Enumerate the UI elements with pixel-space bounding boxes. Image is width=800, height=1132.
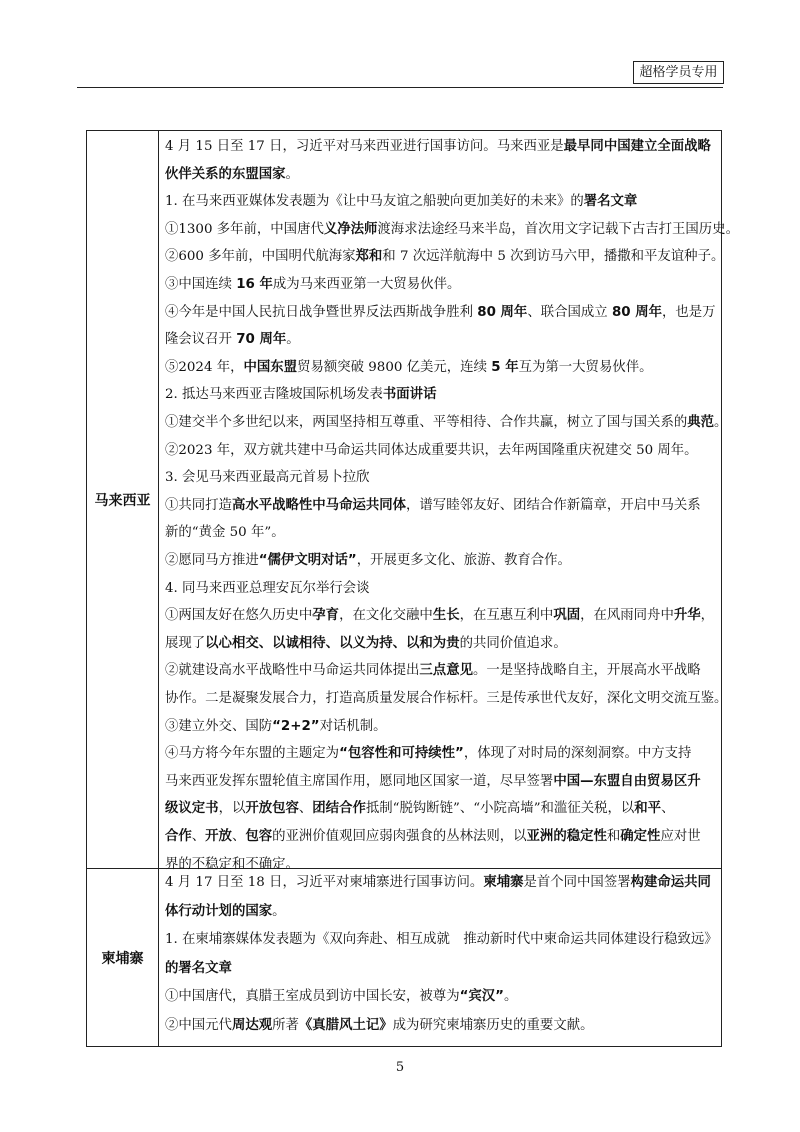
header-rule [77, 87, 723, 88]
bold-text: 亚洲的稳定性 [526, 829, 607, 844]
text-segment: 、 [298, 801, 313, 817]
text-segment: ，开展更多文化、旅游、教育合作。 [356, 553, 571, 568]
text-segment: 。 [503, 989, 518, 1004]
summary-table [86, 130, 739, 1047]
text-segment: 和 7 次远洋航海中 5 次到访马六甲，播撒和平友谊种子。 [382, 249, 725, 265]
table-row-malaysia [87, 131, 739, 872]
text-segment: ， [700, 608, 715, 624]
bold-text: 义净法师 [323, 221, 378, 237]
bold-text: 以心相交、以诚相待、以义为持、以和为贵 [205, 635, 460, 651]
page-number: 5 [395, 1060, 405, 1075]
text-segment: 应对世 [660, 829, 701, 844]
row-label-malaysia: 马来西亚 [87, 131, 159, 868]
bold-text: 《真腊风土记》 [298, 1017, 393, 1033]
text-line [165, 602, 714, 630]
text-segment: ②愿同马方推进 [165, 553, 259, 568]
exclusive-label: 超格学员专用 [633, 61, 724, 84]
text-segment: ③中国连续 [165, 277, 237, 292]
bold-text: 书面讲话 [382, 387, 437, 403]
text-segment: 。 [285, 166, 299, 182]
bold-text: 中国东盟 [243, 359, 298, 375]
text-line [165, 983, 517, 1011]
text-line [165, 740, 691, 768]
text-line [165, 547, 571, 575]
text-segment: 1. 在马来西亚媒体发表题为《让中马友谊之船驶向更加美好的未来》的 [165, 194, 584, 210]
text-segment: 隆会议召开 [165, 332, 237, 348]
text-segment: 、 [191, 829, 206, 844]
bold-text: 的署名文章 [165, 960, 232, 976]
text-segment: 。 [286, 332, 300, 348]
text-line [165, 188, 637, 216]
bold-text: 包容 [245, 829, 273, 844]
bold-text: 署名文章 [583, 194, 638, 210]
text-segment: 协作。二是凝聚发展合力，打造高质量发展合作标杆。三是传承世代友好，深化文明交流互鉴。 [165, 691, 728, 706]
text-line [165, 955, 232, 983]
bold-text: 70 周年 [236, 332, 287, 348]
bold-text: 最早同中国建立全面战略 [563, 139, 711, 154]
text-segment: ①建交半个多世纪以来，两国坚持相互尊重、平等相待、合作共赢，树立了国与国关系的 [165, 415, 688, 430]
bold-text: 构建命运共同 [630, 875, 711, 890]
text-line [165, 133, 711, 161]
bold-text: 伙伴关系的东盟国家 [165, 166, 286, 182]
text-segment: ②就建设高水平战略性中马命运共同体提出 [165, 663, 420, 679]
bold-text: 16 年 [236, 277, 273, 292]
bold-text: 合作 [165, 829, 192, 844]
text-segment: 的共同价值追求。 [459, 635, 567, 651]
text-segment: 1. 在柬埔寨媒体发表题为《双向奔赴、相互成就 推动新时代中柬命运共同体建设行稳致远》 [165, 932, 718, 947]
text-segment: ④马方将今年东盟的主题定为 [165, 746, 340, 762]
text-segment: 4. 同马来西亚总理安瓦尔举行会谈 [165, 580, 370, 596]
text-line [165, 630, 567, 658]
bold-text: “儒伊文明对话” [258, 553, 357, 568]
bold-text: 团结合作 [312, 801, 366, 817]
text-line [165, 768, 701, 796]
text-segment: ，在风雨同舟中 [580, 608, 674, 624]
text-segment: ①共同打造 [165, 497, 232, 513]
bold-text: 柬埔寨 [483, 875, 524, 890]
text-line [165, 823, 701, 851]
bold-text: 确定性 [620, 829, 661, 844]
row-content-malaysia [158, 131, 739, 872]
text-line [165, 685, 727, 713]
text-line [165, 869, 711, 897]
bold-text: “包容性和可持续性” [339, 746, 464, 762]
bold-text: “宾汉” [459, 989, 504, 1004]
text-line [165, 575, 370, 603]
text-line [165, 464, 370, 492]
bold-text: 郑和 [355, 249, 383, 265]
text-line [165, 271, 460, 299]
bold-text: 80 周年 [611, 304, 663, 320]
text-segment: 渡海求法途经马来半岛，首次用文字记载下古吉打王国历史。 [377, 221, 739, 237]
text-line [165, 926, 718, 954]
bold-text: 升华 [673, 608, 701, 624]
bold-text: 开放包容 [245, 801, 299, 817]
text-segment: 的亚洲价值观回应弱肉强食的丛林法则，以 [272, 829, 527, 844]
text-segment: ，在互惠互利中 [459, 608, 554, 624]
text-segment: 、 [231, 829, 246, 844]
text-line [165, 657, 701, 685]
text-segment: 是首个同中国签署 [523, 875, 631, 890]
text-segment: 贸易额突破 9800 亿美元，连续 [297, 359, 492, 375]
table-row-cambodia [87, 869, 721, 1046]
text-segment: ①两国友好在悠久历史中 [165, 608, 313, 624]
text-segment: ，谱写睦邻友好、团结合作新篇章，开启中马关系 [406, 497, 701, 513]
text-segment: ①1300 多年前，中国唐代 [165, 221, 324, 237]
text-line [165, 299, 716, 327]
text-segment: 、 [661, 801, 675, 817]
bold-text: 级议定书 [165, 801, 219, 817]
bold-text: 开放 [205, 829, 232, 844]
row-label-cambodia: 柬埔寨 [87, 869, 159, 1046]
text-segment: 对话机制。 [319, 718, 387, 734]
text-segment: ②600 多年前，中国明代航海家 [165, 249, 356, 265]
text-line [165, 898, 286, 926]
text-segment: ，以 [218, 801, 246, 817]
text-segment: 马来西亚发挥东盟轮值主席国作用，愿同地区国家一道，尽早签署 [165, 773, 554, 789]
text-line [165, 354, 653, 382]
bold-text: 孕育 [312, 608, 340, 624]
text-segment: 互为第一大贸易伙伴。 [518, 359, 653, 375]
text-segment: ④今年是中国人民抗日战争暨世界反法西斯战争胜利 [165, 304, 478, 320]
bold-text: 三点意见 [419, 663, 473, 679]
text-segment: 所著 [272, 1017, 299, 1033]
text-segment: 3. 会见马来西亚最高元首易卜拉欣 [165, 470, 370, 486]
text-segment: ①中国唐代，真腊王室成员到访中国长安，被尊为 [165, 989, 460, 1004]
bold-text: 巩固 [553, 608, 581, 624]
text-line [165, 326, 300, 354]
bold-text: 5 年 [491, 359, 519, 375]
text-segment: 成为研究柬埔寨历史的重要文献。 [392, 1017, 594, 1033]
text-segment: ，体现了对时局的深刻洞察。中方支持 [463, 746, 692, 762]
bold-text: 周达观 [231, 1017, 273, 1033]
text-segment: 成为马来西亚第一大贸易伙伴。 [272, 277, 461, 292]
text-segment: 2. 抵达马来西亚吉隆坡国际机场发表 [165, 387, 383, 403]
bold-text: 体行动计划的国家 [165, 903, 273, 919]
bold-text: 和平 [634, 801, 662, 817]
text-segment: ②2023 年，双方就共建中马命运共同体达成重要共识，去年两国隆重庆祝建交 50 周年。 [165, 442, 698, 458]
text-segment: 新的“黄金 50 年”。 [165, 525, 285, 541]
text-segment: ，在文化交融中 [339, 608, 433, 624]
text-line [165, 795, 674, 823]
text-line [165, 713, 387, 741]
text-segment: 和 [606, 829, 621, 844]
bold-text: “2+2” [272, 718, 320, 734]
text-segment: ⑤2024 年， [165, 359, 244, 375]
text-segment: 、联合国成立 [527, 304, 612, 320]
text-segment: 4 月 17 日至 18 日，习近平对柬埔寨进行国事访问。 [165, 875, 484, 890]
text-segment: ②中国元代 [165, 1017, 232, 1033]
text-segment: 抵制“脱钩断链”、“小院高墙”和滥征关税，以 [365, 801, 635, 817]
text-segment: ，也是万 [662, 304, 716, 320]
text-line [165, 381, 436, 409]
bold-text: 中国—东盟自由贸易区升 [553, 773, 701, 789]
text-line [165, 492, 701, 520]
text-line [165, 519, 285, 547]
text-segment: 4 月 15 日至 17 日，习近平对马来西亚进行国事访问。马来西亚是 [165, 139, 564, 154]
row-content-cambodia [158, 869, 721, 1046]
bold-text: 典范 [687, 415, 715, 430]
text-line [165, 437, 698, 465]
text-segment: 。 [272, 903, 286, 919]
text-segment: 界的不稳定和不确定。 [165, 856, 299, 872]
bold-text: 高水平战略性中马命运共同体 [231, 497, 407, 513]
bold-text: 生长 [432, 608, 460, 624]
text-line [165, 243, 724, 271]
text-line [165, 409, 727, 437]
bold-text: 80 周年 [477, 304, 528, 320]
text-segment: 展现了 [165, 635, 206, 651]
text-line [165, 216, 739, 244]
text-segment: ③建立外交、国防 [165, 718, 273, 734]
text-segment: 。一是坚持战略自主，开展高水平战略 [472, 663, 701, 679]
text-line [165, 1012, 594, 1040]
text-line [165, 161, 299, 189]
text-segment: 。 [714, 415, 728, 430]
